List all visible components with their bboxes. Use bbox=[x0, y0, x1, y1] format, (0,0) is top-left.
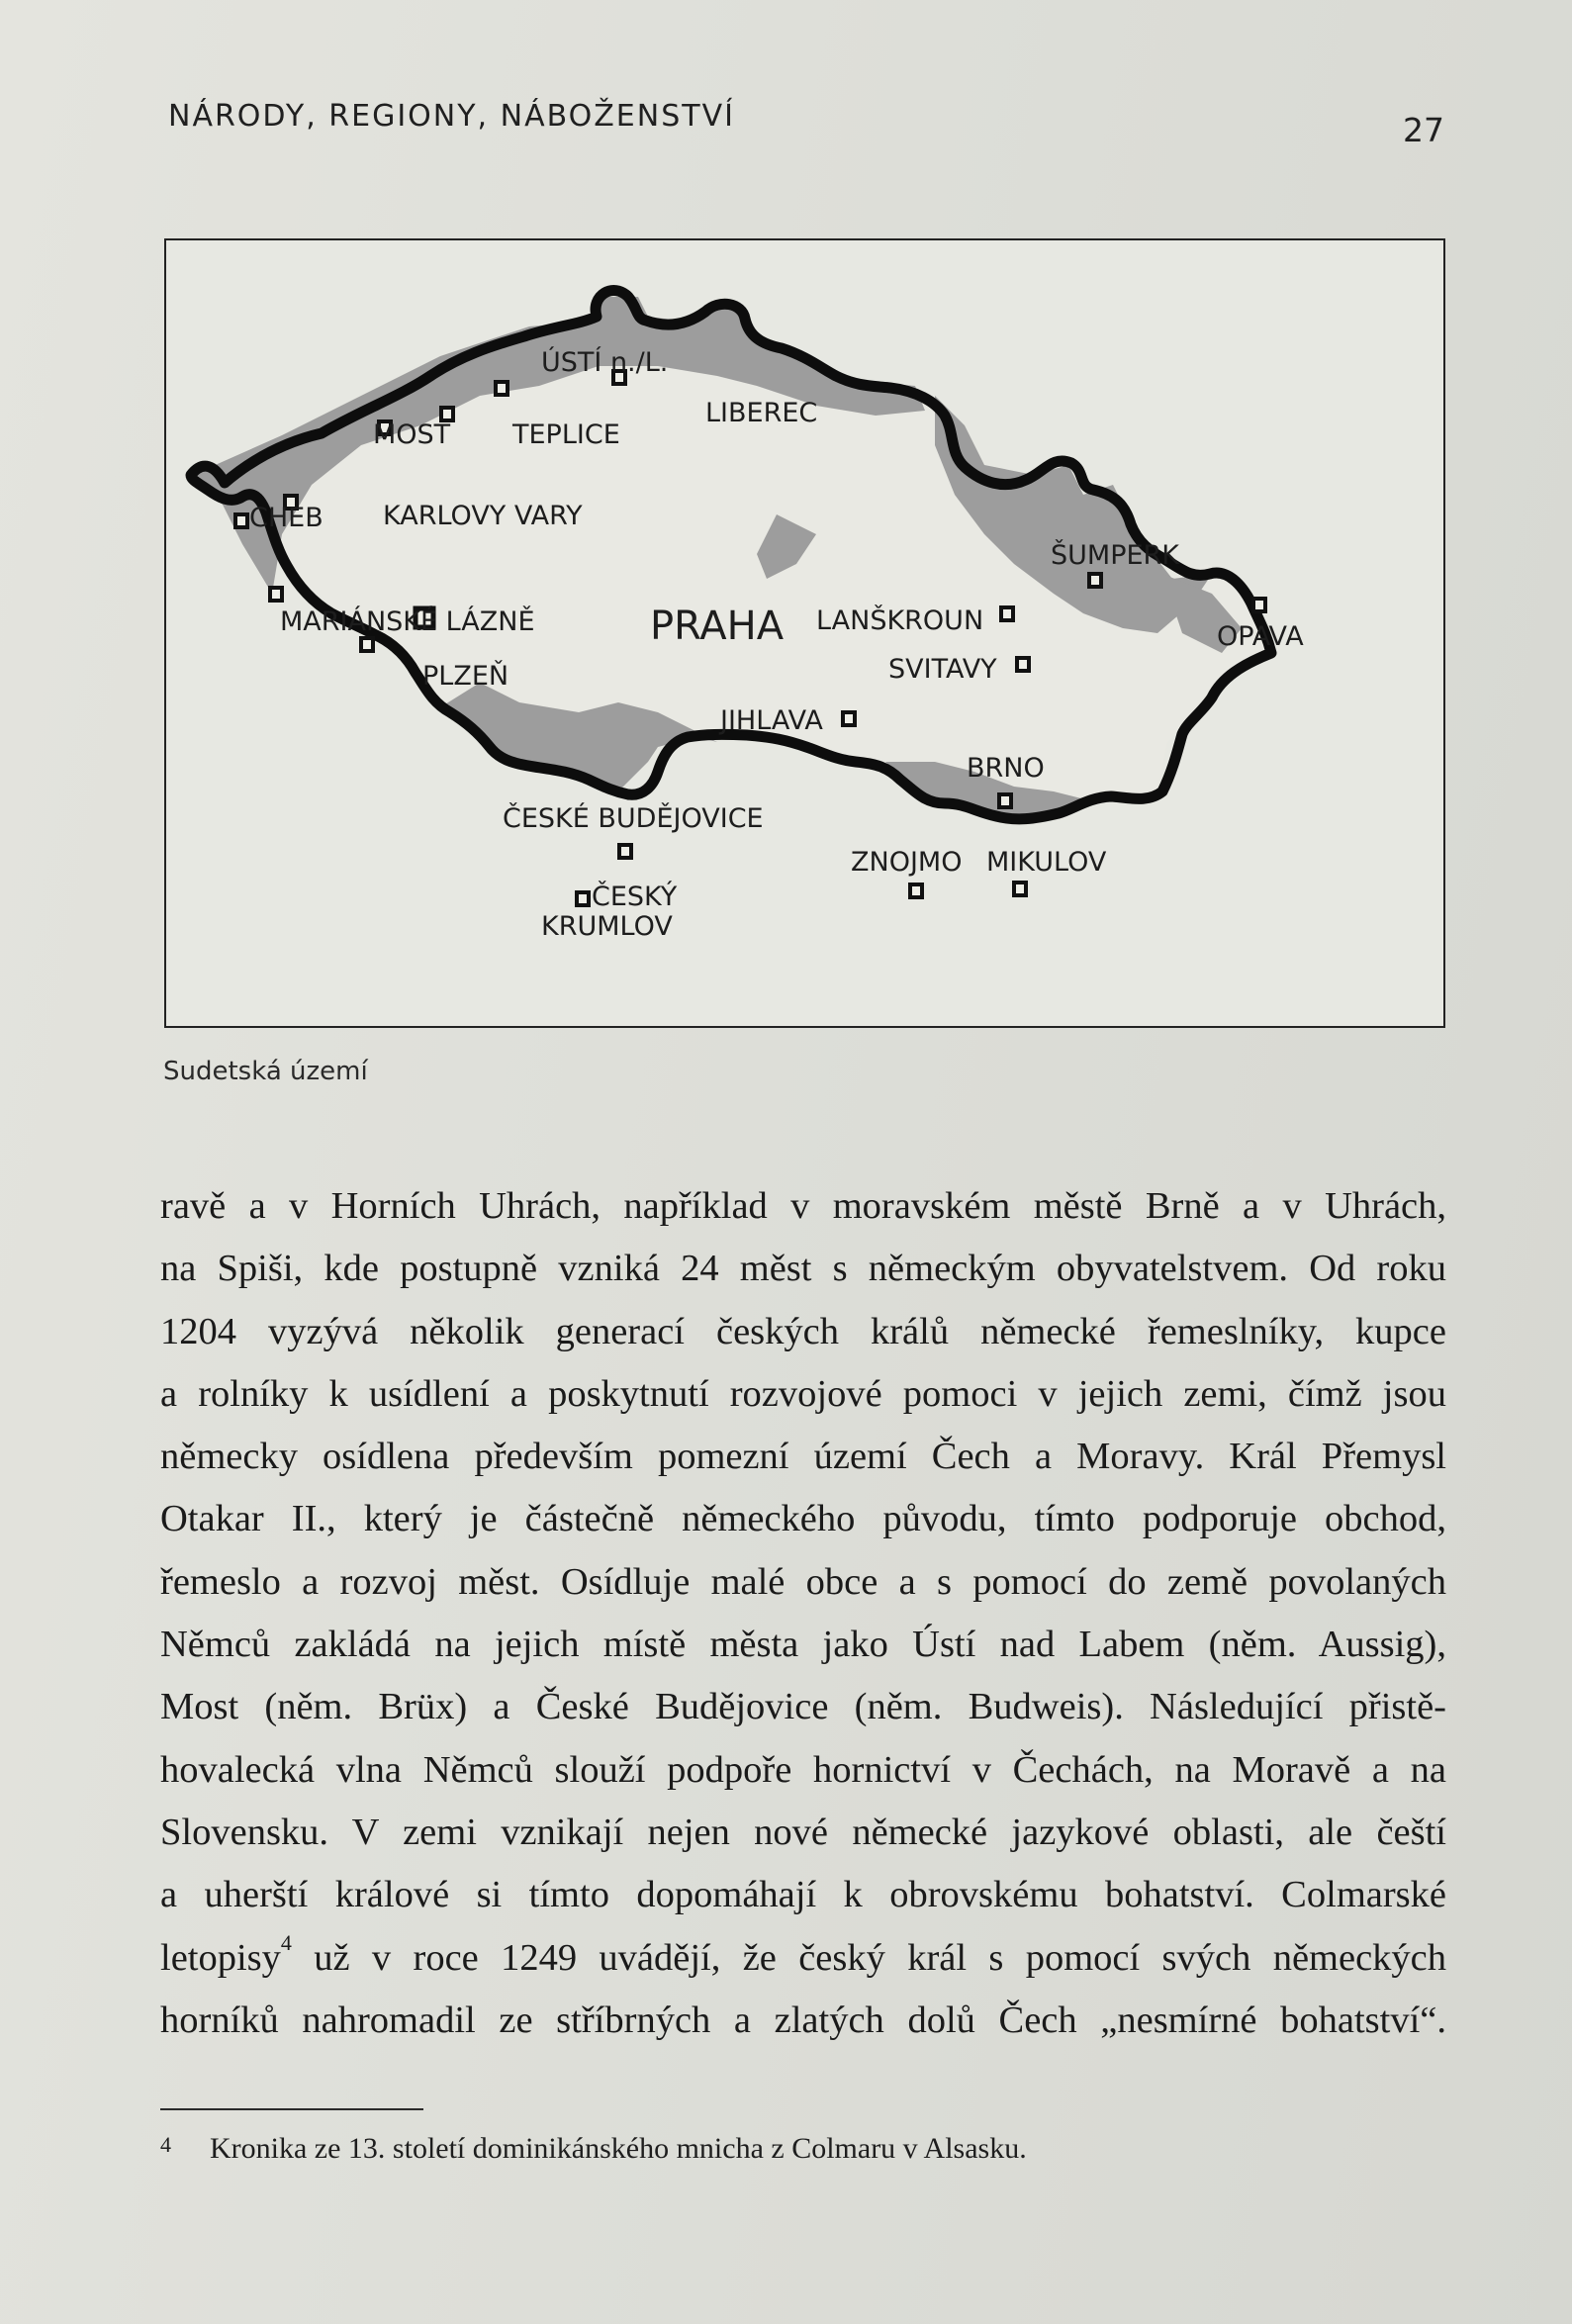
text-line: horníků nahromadil ze stříbrných a zlatých dolů Čech „nesmírné bohatství“. bbox=[160, 1999, 1446, 2041]
footnote-text: Kronika ze 13. století dominikánského mnicha z Colmaru v Alsasku. bbox=[210, 2132, 1027, 2165]
text-line: Slovensku. V zemi vznikají nejen nové německé jazykové oblasti, ale čeští bbox=[160, 1811, 1446, 1853]
running-head: NÁRODY, REGIONY, NÁBOŽENSTVÍ bbox=[168, 99, 735, 134]
text-fragment: už v roce 1249 uvádějí, že český král s pomocí svých německých bbox=[291, 1936, 1446, 1979]
label-karlovy-vary: KARLOVY VARY bbox=[383, 501, 583, 531]
marker-usti bbox=[496, 382, 508, 395]
footnote bbox=[160, 2132, 1027, 2166]
text-line: na Spiši, kde postupně vzniká 24 měst s německým obyvatelstvem. Od roku bbox=[160, 1248, 1446, 1290]
label-cesky-krumlov-2: KRUMLOV bbox=[541, 911, 673, 942]
sudeten-map bbox=[163, 237, 1446, 1029]
label-brno: BRNO bbox=[967, 753, 1045, 784]
text-line: Otakar II., který je částečně německého původu, tímto podporuje obchod, bbox=[160, 1498, 1446, 1540]
marker-marianske-lazne bbox=[270, 588, 282, 601]
text-line: Most (něm. Brüx) a České Budějovice (něm. Budweis). Následující přistě- bbox=[160, 1686, 1446, 1728]
body-text bbox=[160, 1175, 1446, 2052]
text-line: 1204 vyzývá několik generací českých králů německé řemeslníky, kupce bbox=[160, 1310, 1446, 1352]
label-opava: OPAVA bbox=[1217, 621, 1304, 652]
footnote-divider bbox=[160, 2108, 423, 2110]
label-svitavy: SVITAVY bbox=[888, 654, 997, 685]
marker-cesky-krumlov bbox=[577, 892, 589, 905]
label-znojmo: ZNOJMO bbox=[851, 847, 963, 878]
marker-sumperk bbox=[1089, 574, 1101, 587]
marker-plzen bbox=[361, 638, 373, 651]
label-lanskroun: LANŠKROUN bbox=[816, 605, 984, 636]
marker-jihlava bbox=[843, 712, 855, 725]
label-praha: PRAHA bbox=[650, 604, 785, 649]
label-cheb: CHEB bbox=[249, 503, 324, 533]
text-line: a uherští králové si tímto dopomáhají k obrovskému bohatství. Colmarské bbox=[160, 1874, 1446, 1916]
marker-brno bbox=[999, 794, 1011, 807]
label-mikulov: MIKULOV bbox=[986, 847, 1107, 878]
marker-cheb bbox=[235, 514, 247, 527]
marker-mikulov bbox=[1014, 883, 1026, 895]
text-line-with-footnote-ref bbox=[160, 1927, 1446, 1990]
marker-opava bbox=[1253, 599, 1265, 611]
sudeten-map-figure bbox=[163, 237, 1446, 1029]
text-line: řemeslo a rozvoj měst. Osídluje malé obce a s pomocí do země povolaných bbox=[160, 1560, 1446, 1603]
footnote-number: 4 bbox=[160, 2132, 171, 2157]
text-line: ravě a v Horních Uhrách, například v moravském městě Brně a v Uhrách, bbox=[160, 1185, 1446, 1227]
page-number: 27 bbox=[1403, 111, 1444, 149]
label-usti: ÚSTÍ n./L. bbox=[541, 347, 669, 378]
label-teplice: TEPLICE bbox=[512, 419, 620, 450]
figure-caption: Sudetská území bbox=[163, 1057, 368, 1086]
label-sumperk: ŠUMPERK bbox=[1051, 540, 1180, 571]
label-most: MOST bbox=[373, 419, 451, 450]
marker-ceske-budejovice bbox=[619, 845, 631, 858]
marker-svitavy bbox=[1017, 658, 1029, 671]
marker-lanskroun bbox=[1001, 607, 1013, 620]
text-line: hovalecká vlna Němců slouží podpoře hornictví v Čechách, na Moravě a na bbox=[160, 1748, 1446, 1791]
footnote-reference[interactable]: 4 bbox=[280, 1929, 292, 1955]
label-ceske-budejovice: ČESKÉ BUDĚJOVICE bbox=[503, 803, 764, 834]
label-plzen: PLZEŇ bbox=[422, 661, 509, 692]
label-cesky-krumlov-1: ČESKÝ bbox=[592, 882, 678, 912]
marker-znojmo bbox=[910, 884, 922, 897]
text-fragment: letopisy bbox=[160, 1936, 281, 1979]
label-liberec: LIBEREC bbox=[705, 398, 818, 428]
label-jihlava: JIHLAVA bbox=[720, 705, 823, 736]
text-line: německy osídlena především pomezní území Čech a Moravy. Král Přemysl bbox=[160, 1436, 1446, 1478]
text-line: Němců zakládá na jejich místě města jako Ústí nad Labem (něm. Aussig), bbox=[160, 1624, 1446, 1666]
label-marianske-lazne: MARIÁNSKÉ LÁZNĚ bbox=[280, 606, 535, 637]
text-line: a rolníky k usídlení a poskytnutí rozvojové pomoci v jejich zemi, čímž jsou bbox=[160, 1372, 1446, 1415]
